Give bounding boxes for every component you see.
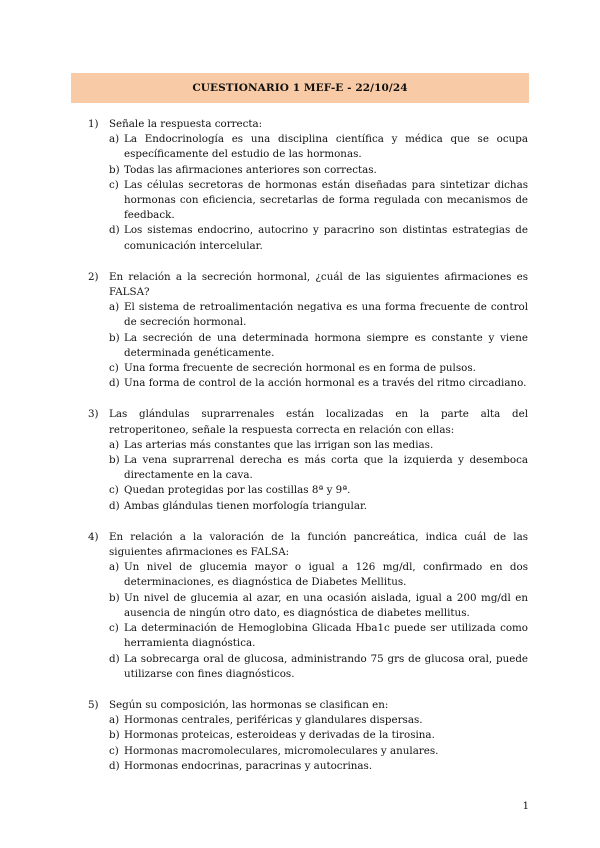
- option-b: [109, 163, 528, 178]
- option-letter: c): [109, 622, 119, 635]
- option-c: [109, 621, 528, 651]
- option-a: [109, 438, 528, 453]
- question-4: [88, 530, 528, 682]
- option-a: [109, 560, 528, 590]
- question-5: [88, 698, 528, 774]
- question-text: Señale la respuesta correcta:: [109, 118, 263, 130]
- question-number: 1): [88, 118, 99, 130]
- option-list: [88, 713, 528, 774]
- option-b: [109, 331, 528, 361]
- option-text: La Endocrinología es una disciplina científica y médica que se ocupa específicamente del estudio de las hormonas.: [124, 133, 528, 161]
- question-stem: [88, 117, 528, 132]
- option-d: [109, 376, 528, 391]
- question-stem: [88, 270, 528, 300]
- option-text: El sistema de retroalimentación negativa es una forma frecuente de control de secreción hormonal.: [124, 301, 528, 329]
- option-text: Hormonas centrales, periféricas y glandulares dispersas.: [124, 714, 423, 727]
- option-letter: d): [109, 759, 120, 772]
- option-letter: c): [109, 484, 119, 497]
- option-text: Una forma frecuente de secreción hormonal es en forma de pulsos.: [124, 362, 476, 375]
- question-text: Según su composición, las hormonas se clasifican en:: [109, 698, 389, 711]
- option-b: [109, 591, 528, 621]
- question-number: 4): [88, 530, 99, 543]
- option-letter: b): [109, 331, 120, 344]
- question-number: 5): [88, 698, 99, 711]
- question-2: [88, 270, 528, 392]
- question-number: 2): [88, 270, 99, 283]
- option-text: Hormonas proteicas, esteroideas y derivadas de la tirosina.: [124, 729, 435, 742]
- option-d: [109, 759, 528, 774]
- option-letter: a): [109, 301, 120, 314]
- option-list: [88, 132, 528, 254]
- option-list: [88, 560, 528, 682]
- document-title: CUESTIONARIO 1 MEF-E - 22/10/24: [192, 82, 408, 94]
- option-list: [88, 300, 528, 391]
- option-text: Las células secretoras de hormonas están diseñadas para sintetizar dichas hormonas con eficiencia, secretarlas de forma regulada con mecanismos de feedback.: [124, 178, 528, 222]
- questionnaire: [88, 117, 528, 790]
- option-list: [88, 438, 528, 514]
- document-title-banner: [71, 73, 529, 103]
- option-letter: c): [109, 178, 119, 191]
- option-text: Un nivel de glucemia mayor o igual a 126 mg/dl, confirmado en dos determinaciones, es diagnóstica de Diabetes Mellitus.: [124, 561, 528, 589]
- option-text: Hormonas endocrinas, paracrinas y autocrinas.: [124, 759, 373, 772]
- option-letter: b): [109, 163, 120, 176]
- question-text: En relación a la secreción hormonal, ¿cuál de las siguientes afirmaciones es FALSA?: [109, 270, 528, 299]
- option-text: La vena suprarrenal derecha es más corta que la izquierda y desemboca directamente en la cava.: [124, 454, 528, 482]
- option-c: [109, 483, 528, 498]
- option-letter: c): [109, 362, 119, 375]
- question-1: [88, 117, 528, 254]
- option-c: [109, 744, 528, 759]
- option-text: Una forma de control de la acción hormonal es a través del ritmo circadiano.: [124, 377, 527, 390]
- option-letter: d): [109, 652, 120, 665]
- option-letter: d): [109, 224, 120, 237]
- option-letter: a): [109, 714, 120, 727]
- option-text: Hormonas macromoleculares, micromoleculares y anulares.: [124, 744, 439, 757]
- option-text: La secreción de una determinada hormona siempre es constante y viene determinada genéticamente.: [124, 331, 528, 359]
- option-text: Ambas glándulas tienen morfología triangular.: [124, 499, 368, 512]
- option-text: La sobrecarga oral de glucosa, administrando 75 grs de glucosa oral, puede utilizarse con fines diagnósticos.: [124, 652, 528, 680]
- option-d: [109, 223, 528, 253]
- option-a: [109, 300, 528, 330]
- option-text: La determinación de Hemoglobina Glicada Hba1c puede ser utilizada como herramienta diagnóstica.: [124, 622, 528, 650]
- question-stem: [88, 698, 528, 713]
- option-letter: b): [109, 591, 120, 604]
- option-b: [109, 453, 528, 483]
- option-c: [109, 178, 528, 224]
- option-b: [109, 728, 528, 743]
- option-letter: a): [109, 561, 120, 574]
- option-text: Un nivel de glucemia al azar, en una ocasión aislada, igual a 200 mg/dl en ausencia de ningún otro dato, es diagnóstica de diabetes mellitus.: [124, 591, 528, 619]
- question-text: En relación a la valoración de la función pancreática, indica cuál de las siguientes afirmaciones es FALSA:: [109, 530, 528, 559]
- option-letter: c): [109, 744, 119, 757]
- option-letter: a): [109, 438, 120, 451]
- option-d: [109, 652, 528, 682]
- option-letter: a): [109, 133, 120, 146]
- option-d: [109, 499, 528, 514]
- option-letter: b): [109, 729, 120, 742]
- option-letter: d): [109, 377, 120, 390]
- question-number: 3): [88, 408, 99, 421]
- page-number: 1: [522, 801, 529, 812]
- option-a: [109, 132, 528, 162]
- question-stem: [88, 407, 528, 437]
- option-text: Los sistemas endocrino, autocrino y paracrino son distintas estrategias de comunicación intercelular.: [124, 224, 528, 252]
- option-text: Todas las afirmaciones anteriores son correctas.: [124, 163, 377, 176]
- option-text: Quedan protegidas por las costillas 8ª y 9ª.: [124, 484, 351, 497]
- option-text: Las arterias más constantes que las irrigan son las medias.: [124, 438, 434, 451]
- question-text: Las glándulas suprarrenales están localizadas en la parte alta del retroperitoneo, señale la respuesta correcta en relación con ellas:: [109, 408, 528, 436]
- option-a: [109, 713, 528, 728]
- question-3: [88, 407, 528, 513]
- option-letter: d): [109, 499, 120, 512]
- option-c: [109, 361, 528, 376]
- option-letter: b): [109, 454, 120, 467]
- question-stem: [88, 530, 528, 560]
